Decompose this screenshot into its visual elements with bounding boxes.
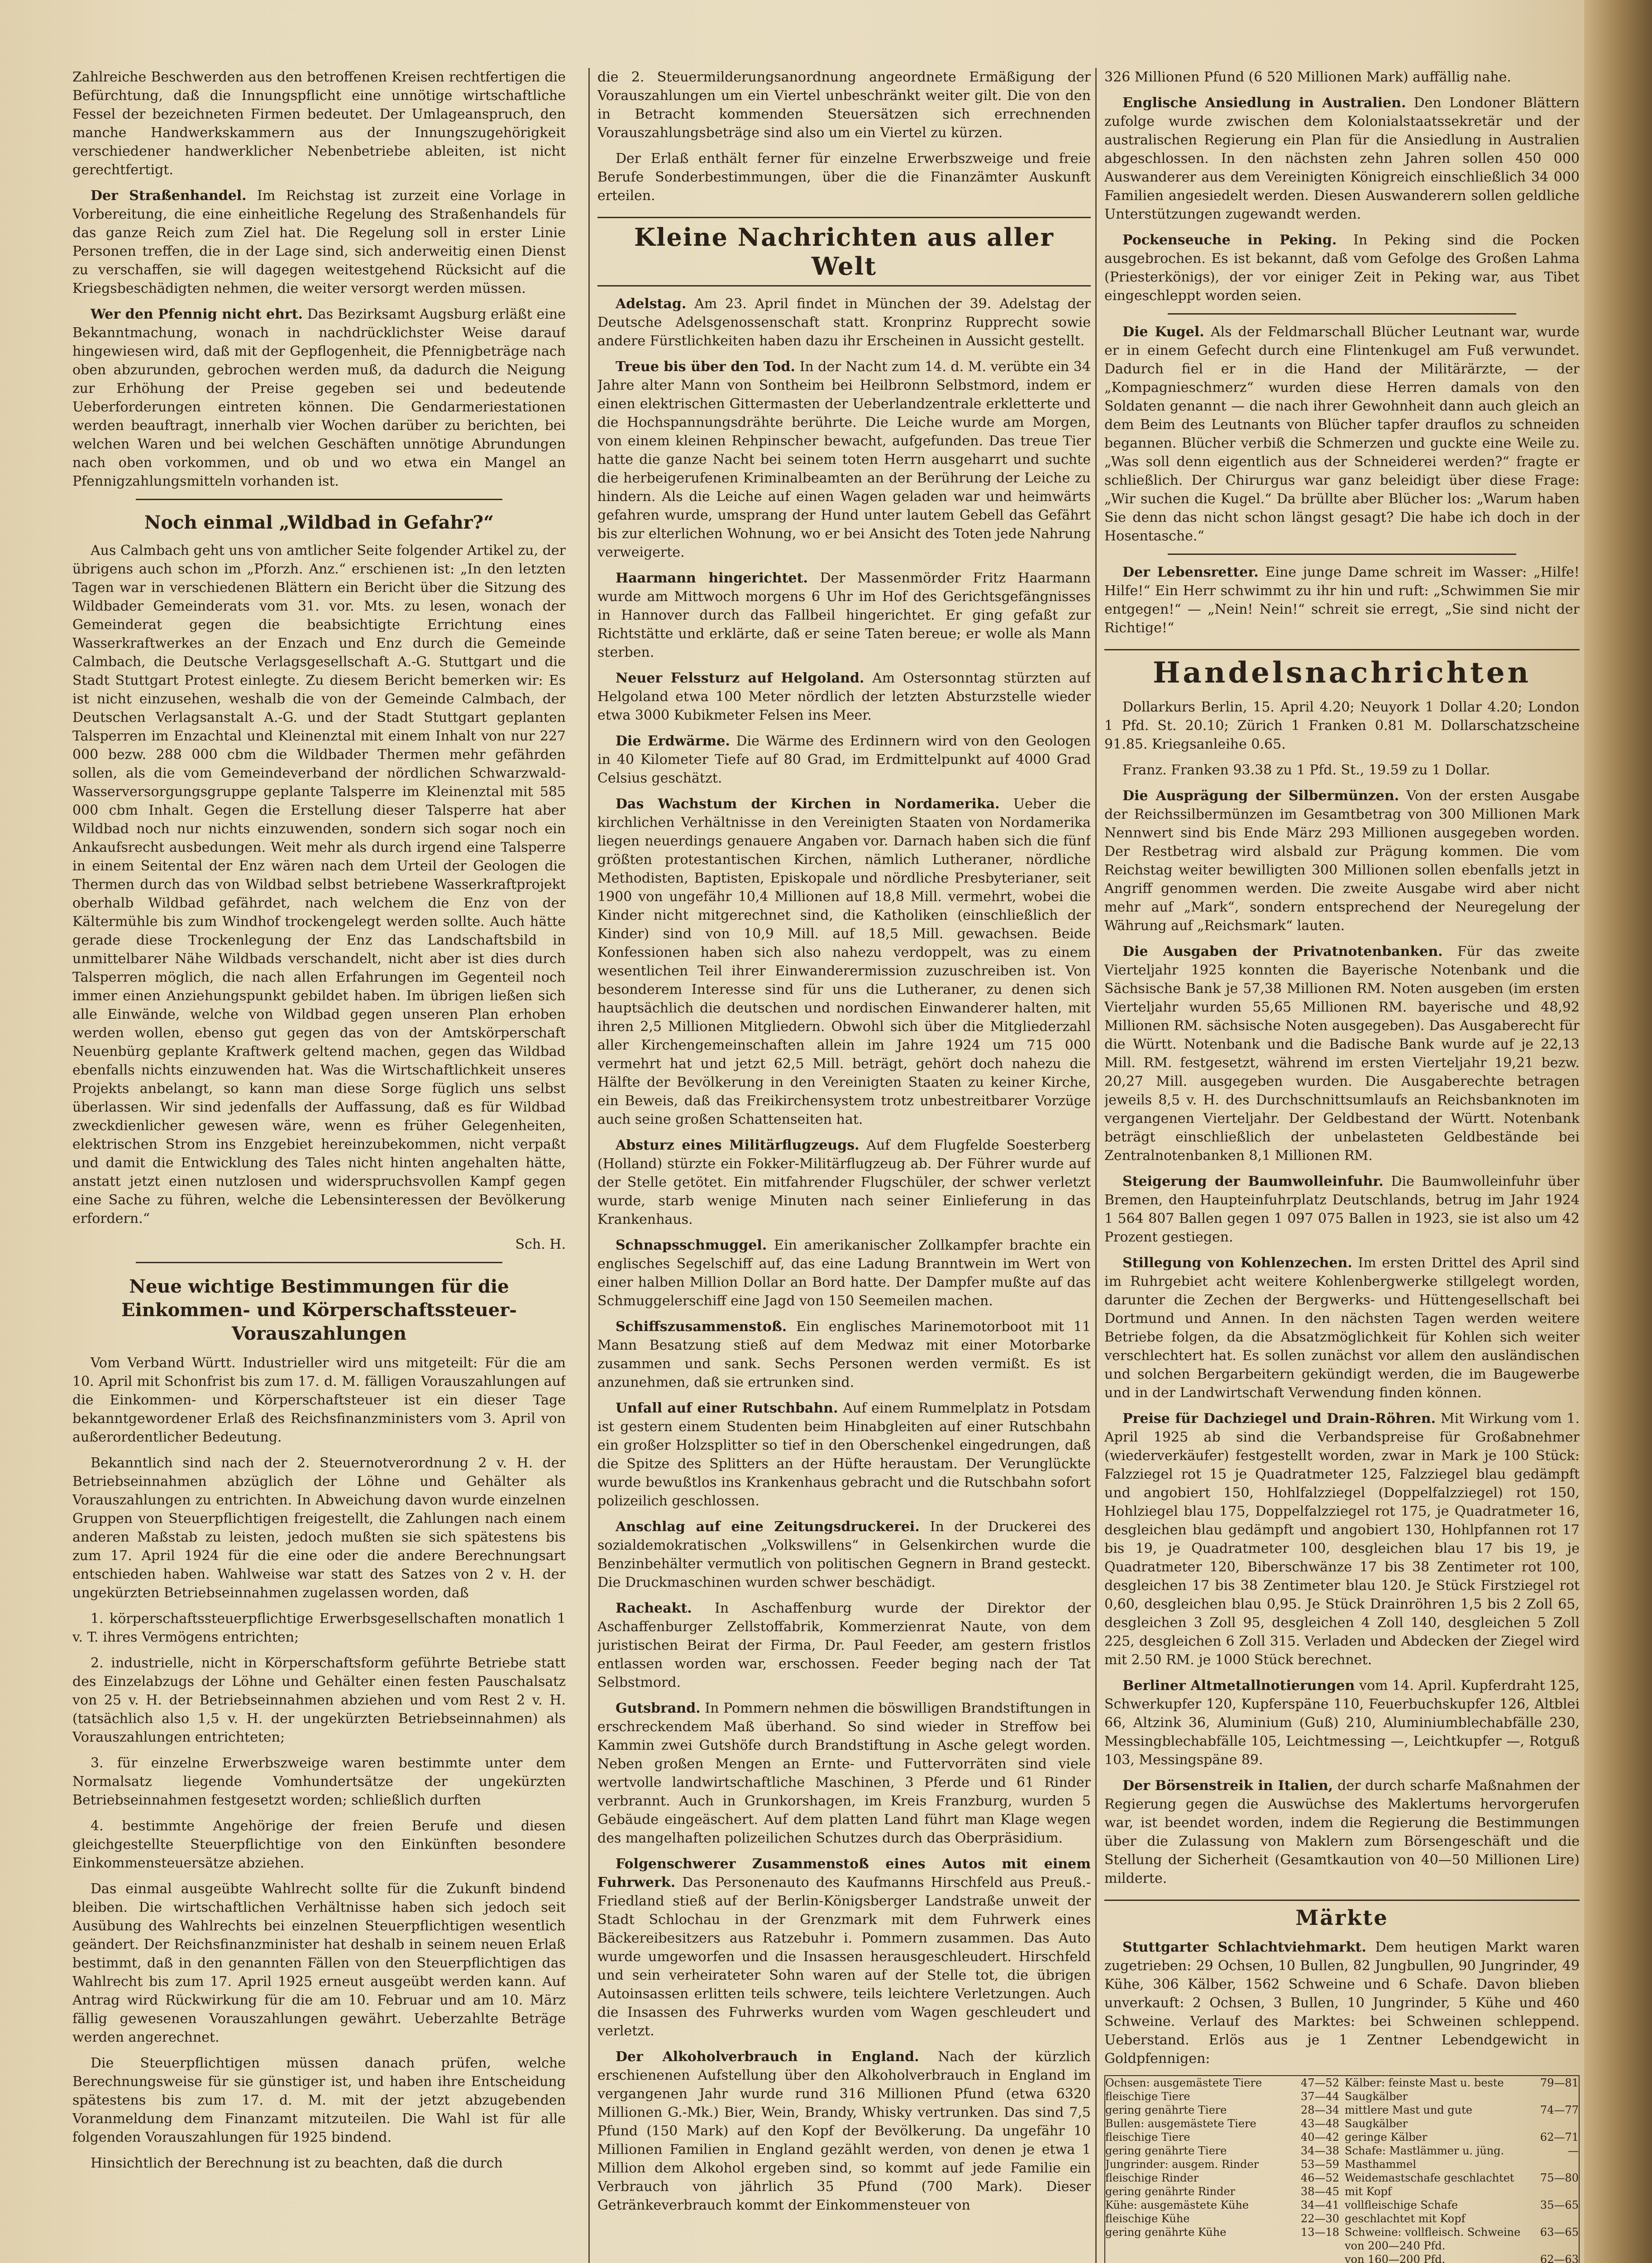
section-heading: Märkte <box>1104 1900 1580 1930</box>
news-item: Gutsbrand. In Pommern nehmen die böswilligen Brandstiftungen in erschreckendem Maß überhand. So sind wieder in Streffow bei Kammin zwei Gutshöfe durch Brandstiftung in Asche gelegt worden. Neben großen Mengen an Ernte- und Futtervorräten sind viele wertvolle landwirtschaftliche Maschinen, 3 Pferde und 61 Rinder verbrannt. Auch in Grunkorshagen, im Kreis Franzburg, wurden 5 Gebäude eingeäschert. Auf dem platten Land führt man Klage wegen des mangelhaften polizeilichen Schutzes durch das Oberpräsidium. <box>597 1700 1091 1846</box>
news-item: Unfall auf einer Rutschbahn. Auf einem Rummelplatz in Potsdam ist gestern einem Studenten beim Hinabgleiten auf einer Rutschbahn ein großer Holzsplitter so tief in den Oberschenkel eingedrungen, daß die Spitze des Splitters an der Hüfte heraustam. Der Verunglückte wurde bewußtlos ins Krankenhaus gebracht und die Rutschbahn sofort polizeilich geschlossen. <box>597 1400 1091 1509</box>
article-text: 4. bestimmte Angehörige der freien Berufe und diesen gleichgestellte Steuerpflichtige von den Einkünften besondere Einkommensteuersätze abziehen. <box>72 1818 566 1871</box>
article-title: Der Börsenstreik in Italien, <box>1122 1778 1333 1794</box>
article-title: Absturz eines Militärflugzeugs. <box>616 1137 859 1153</box>
news-item: Haarmann hingerichtet. Der Massenmörder Fritz Haarmann wurde am Mittwoch morgens 6 Uhr im Hof des Gerichtsgefängnisses in Hannover durch das Fallbeil hingerichtet. Er ging gefaßt zur Richtstätte und erklärte, daß er seine Taten bereue; er wolle als Mann sterben. <box>597 570 1091 660</box>
column-rule <box>1095 68 1097 2263</box>
table-row: Bullen: ausgemästete Tiere 43—48 <box>1105 2117 1339 2130</box>
article-title: Stillegung von Kohlenzechen. <box>1122 1255 1352 1271</box>
article-title: Folgenschwerer Zusammenstoß eines Autos mit einem Fuhrwerk. <box>597 1856 1091 1891</box>
article-title: Englische Ansiedlung in Australien. <box>1122 95 1406 111</box>
article-title: Pockenseuche in Peking. <box>1122 232 1337 248</box>
section-heading: Handelsnachrichten <box>1104 649 1580 690</box>
article-title: Der Straßenhandel. <box>91 188 247 204</box>
article-text: die 2. Steuermilderungsanordnung angeordnete Ermäßigung der Vorauszahlungen um ein Viertel unbeschränkt weiter gilt. Die von den in Betracht kommenden Steuersätzen sich errechnenden Vorauszahlungsbeträge sind also um ein Viertel zu kürzen. <box>597 69 1091 141</box>
news-item: Berliner Altmetallnotierungen vom 14. April. Kupferdraht 125, Schwerkupfer 120, Kupferspäne 110, Feuerbuchskupfer 126, Altblei 66, Altzink 36, Aluminium (Guß) 210, Aluminiumblechabfälle 230, Messingblechabfälle 105, Leichtmessing —, Leichtkupfer —, Rotguß 103, Messingspäne 89. <box>1104 1678 1580 1768</box>
article-title: Racheakt. <box>616 1600 692 1616</box>
book-binding-edge <box>1584 0 1652 2263</box>
table-row: gering genährte Kühe 13—18 <box>1105 2226 1339 2239</box>
news-item: Dollarkurs Berlin, 15. April 4.20; Neuyork 1 Dollar 4.20; London 1 Pfd. St. 20.10; Zürich 1 Franken 0.81 M. Dollarschatzscheine 91.85. Kriegsanleihe 0.65. <box>1104 699 1580 752</box>
article-text: Wer den Pfennig nicht ehrt. Das Bezirksamt Augsburg erläßt eine Bekanntmachung, wonach in nachdrücklichster Weise darauf hingewiesen wird, daß mit der Gepflogenheit, die Pfennigbeträge nach oben abzurunden, gebrochen werden muß, da dadurch die Neigung zur Erhöhung der Preise gegeben sei und bedeutende Ueberforderungen eintreten können. Die Gendarmeriestationen werden beauftragt, innerhalb vier Wochen darüber zu berichten, bei welchen Waren und bei welchen Geschäften unnötige Abrundungen nach oben vorkommen, und ob und wo etwa ein Mangel an Pfennigzahlungsmitteln vorhanden ist. <box>72 306 566 489</box>
article-title: Die Kugel. <box>1122 324 1204 340</box>
article-title: Treue bis über den Tod. <box>616 359 795 375</box>
table-row: Ochsen: ausgemästete Tiere 47—52 <box>1105 2077 1339 2089</box>
news-item: Der Börsenstreik in Italien, der durch scharfe Maßnahmen der Regierung gegen die Auswüchse des Maklertums hervorgerufen war, ist beendet worden, indem die Regierung die Bestimmungen über die Zulassung von Maklern zum Börsengeschäft und die Stellung der Sicherheit (Gesamtkaution von 40—50 Millionen Lire) milderte. <box>1104 1778 1580 1886</box>
article-title: Berliner Altmetallnotierungen <box>1122 1678 1355 1694</box>
separator <box>136 1262 502 1263</box>
article-title: Der Lebensretter. <box>1122 564 1259 580</box>
table-row: gering genährte Rinder 38—45 <box>1105 2185 1339 2198</box>
article-title: Adelstag. <box>616 296 687 312</box>
table-row: gering genährte Tiere 34—38 <box>1105 2144 1339 2157</box>
article-title: Anschlag auf eine Zeitungsdruckerei. <box>616 1519 920 1535</box>
article-text: Aus Calmbach geht uns von amtlicher Seite folgender Artikel zu, der übrigens auch schon im „Pforzh. Anz.“ erschienen ist: „In den letzten Tagen war in verschiedenen Blättern ein Bericht über die Sitzung des Wildbader Gemeinderats vom 31. vor. Mts. zu lesen, wonach der Gemeinderat gegen die beabsichtigte Errichtung eines Wasserkraftwerkes an der Enzach und Enz durch die Gemeinde Calmbach, die Deutsche Verlagsgesellschaft A.-G. Stuttgart und die Stadt Stuttgart Protest einlegte. Zu diesem Bericht bemerken wir: Es ist nicht einzusehen, weshalb die von der Gemeinde Calmbach, der Deutschen Verlagsanstalt A.-G. und der Stadt Stuttgart geplanten Talsperren im Enzachtal und Kleinenztal mit einem Inhalt von nur 227 000 bezw. 288 000 cbm die Wildbader Thermen mehr gefährden sollen, als die vom Gemeindeverband der nördlichen Schwarzwald-Wasserversorgungsgruppe geplante Talsperre im Kleinenztal mit 585 000 cbm Inhalt. Gegen die Erstellung dieser Talsperre hat aber Wildbad noch nur nichts einzuwenden, sondern sich sogar noch ein Ankaufsrecht ausbedungen. Weit mehr als durch irgend eine Talsperre in einem Seitental der Enz wären nach dem Urteil der Geologen die Thermen durch das von Wildbad selbst betriebene Wasserkraftprojekt oberhalb Wildbad gefährdet, nach welchem die Enz von der Kältermühle bis zum Windhof trockengelegt werden sollte. Auch hätte gerade diese Trockenlegung der Enz das Landschaftsbild in unmittelbarer Nähe Wildbads verschandelt, nicht aber ist dies durch Talsperren möglich, die nach allen Erfahrungen im Gegenteil noch immer einen Anziehungspunkt gebildet haben. Im übrigen ließen sich alle Einwände, welche von Wildbad gegen unseren Plan erhoben werden wollen, ebenso gut gegen das von der Amtskörperschaft Neuenbürg geplante Kraftwerk geltend machen, gegen das Wildbad ebenfalls nichts einzuwenden hat. Was die Wirtschaftlichkeit unseres Projekts anbelangt, so kann man diese Sorge füglich uns selbst überlassen. Wir sind jedenfalls der Auffassung, daß es für Wildbad zweckdienlicher gewesen wäre, wenn es früher Gelegenheiten, elektrischen Strom ins Enzgebiet hereinzubekommen, nicht verpaßt und damit die Entwicklung des Tales nicht hinten angehalten hätte, anstatt jetzt einen nutzlosen und widerspruchsvollen Kampf gegen eine Sache zu führen, welche die Lebensinteressen der Bevölkerung erfordern.“ <box>72 543 566 1227</box>
signature: Sch. H. <box>515 1237 566 1252</box>
news-item: Adelstag. Am 23. April findet in München der 39. Adelstag der Deutsche Adelsgenossenschaft statt. Kronprinz Rupprecht sowie andere Fürstlichkeiten haben dazu ihr Erscheinen in Aussicht gestellt. <box>597 296 1091 349</box>
column-3 <box>1104 68 1580 2263</box>
article-title: Die Ausprägung der Silbermünzen. <box>1122 788 1399 804</box>
section-heading: Neue wichtige Bestimmungen für die Einkommen- und Körperschaftssteuer-Vorauszahlungen <box>121 1276 517 1344</box>
news-item: Anschlag auf eine Zeitungsdruckerei. In der Druckerei des sozialdemokratischen „Volkswillens“ in Gelsenkirchen wurde die Benzinbehälter vermutlich von politischen Gegnern in Brand gesteckt. Die Druckmaschinen wurden schwer beschädigt. <box>597 1519 1091 1590</box>
article-title: Preise für Dachziegel und Drain-Röhren. <box>1122 1411 1436 1427</box>
news-item: Absturz eines Militärflugzeugs. Auf dem Flugfelde Soesterberg (Holland) stürzte ein Fokker-Militärflugzeug ab. Der Führer wurde auf der Stelle getötet. Ein mitfahrender Flugschüler, der schwer verletzt wurde, starb wenige Minuten nach seiner Einlieferung in das Krankenhaus. <box>597 1137 1091 1227</box>
news-item: Schiffszusammenstoß. Ein englisches Marinemotorboot mit 11 Mann Besatzung stieß auf dem Medwaz mit einer Motorbarke zusammen und sank. Sechs Personen werden vermißt. Es ist anzunehmen, daß sie ertrunken sind. <box>597 1319 1091 1390</box>
article-title: Neuer Felssturz auf Helgoland. <box>616 670 864 686</box>
article-text: Das einmal ausgeübte Wahlrecht sollte für die Zukunft bindend bleiben. Die wirtschaftlichen Verhältnisse haben sich jedoch seit Ausübung des Wahlrechts bei einzelnen Steuerpflichtigen wesentlich geändert. Der Reichsfinanzminister hat deshalb in seinem neuen Erlaß bestimmt, daß in den genannten Fällen von den Steuerpflichtigen das Wahlrecht bis zum 17. April 1925 erneut ausgeübt werden kann. Auf Antrag wird Rückwirkung für die am 10. Februar und am 10. März fällig gewesenen Vorauszahlungen gewährt. Ueberzahlte Beträge werden angerechnet. <box>72 1881 566 2045</box>
article-title: Haarmann hingerichtet. <box>616 570 808 586</box>
article-text: Der Erlaß enthält ferner für einzelne Erwerbszweige und freie Berufe Sonderbestimmungen, über die die Finanzämter Auskunft erteilen. <box>597 151 1091 204</box>
article-title: Schnapsschmuggel. <box>616 1237 767 1253</box>
news-item: Pockenseuche in Peking. In Peking sind die Pocken ausgebrochen. Es ist bekannt, daß vom Gefolge des Großen Lahma (Priesterkönigs), der vor einiger Zeit in Peking war, aus Tibet eingeschleppt worden seien. <box>1104 232 1580 304</box>
separator <box>136 499 502 500</box>
separator <box>1168 313 1516 315</box>
article-title: Die Erdwärme. <box>616 733 730 749</box>
news-item: Franz. Franken 93.38 zu 1 Pfd. St., 19.59 zu 1 Dollar. <box>1122 762 1490 778</box>
table-row: Kühe: ausgemästete Kühe 34—41 <box>1105 2199 1339 2211</box>
table-row: fleischige Tiere 40—42 <box>1105 2131 1339 2144</box>
article-title: Schiffszusammenstoß. <box>616 1319 787 1335</box>
table-row: fleischige Tiere 37—44 <box>1105 2090 1339 2103</box>
article-text: 3. für einzelne Erwerbszweige waren bestimmte unter dem Normalsatz liegende Vomhundertsätze der ungekürzten Betriebseinnahmen festgesetzt worden; schließlich durften <box>72 1755 566 1808</box>
price-table <box>1104 2075 1580 2263</box>
separator <box>1168 554 1516 555</box>
article-text: Der Straßenhandel. Im Reichstag ist zurzeit eine Vorlage in Vorbereitung, die eine einheitliche Regelung des Straßenhandels für das ganze Reich zum Ziel hat. Die Regelung soll in erster Linie Personen treffen, die in der Lage sind, sich anderweitig einen Dienst zu verschaffen, sie will dagegen weitestgehend Rücksicht auf die Kriegsbeschädigten nehmen, die weiter versorgt werden müssen. <box>72 188 566 296</box>
section-heading: Noch einmal „Wildbad in Gefahr?“ <box>144 512 494 533</box>
news-item: Treue bis über den Tod. In der Nacht zum 14. d. M. verübte ein 34 Jahre alter Mann von Sontheim bei Heilbronn Selbstmord, indem er einen elektrischen Gittermasten der Ueberlandzentrale erkletterte und die Hochspannungsdrähte berührte. Die Leiche wurde am Morgen, von einem kleinen Rehpinscher bewacht, aufgefunden. Das treue Tier hatte die ganze Nacht bei seinem toten Herrn ausgeharrt und suchte die herbeigerufenen Kriminalbeamten an der Berührung der Leiche zu hindern. Als die Leiche auf einen Wagen geladen war und heimwärts gefahren wurde, umsprang der Hund unter lautem Gebell das Gefährt bis zur elterlichen Wohnung, wo er bei Ansicht des Toten jede Nahrung verweigerte. <box>597 359 1091 560</box>
table-row: Schafe: Mastlämmer u. jüng. Masthammel — <box>1345 2144 1579 2171</box>
column-2 <box>597 68 1091 2263</box>
column-rule <box>588 68 590 2263</box>
article-title: Gutsbrand. <box>616 1700 701 1716</box>
table-row: vollfleischige Schafe geschlachtet mit Kopf 35—65 <box>1345 2199 1579 2225</box>
news-item: Das Wachstum der Kirchen in Nordamerika. Ueber die kirchlichen Verhältnisse in den Vereinigten Staaten von Nordamerika liegen neuerdings genauere Angaben vor. Darnach haben sich die fünf größten protestantischen Kirchen, nämlich Lutheraner, nördliche Methodisten, Baptisten, Episkopale und nördliche Presbyterianer, seit 1900 von ungefähr 10,4 Millionen auf 18,8 Mill. vermehrt, wobei die Kinder nicht mitgerechnet sind, die Katholiken (einschließlich der Kinder) sind von 10,9 Mill. auf 18,5 Mill. gewachsen. Beide Konfessionen haben sich also nahezu verdoppelt, was zu einem wesentlichen Teil ihrer Einwanderermission zuzuschreiben ist. Von besonderem Interesse sind für uns die Lutheraner, zu denen sich hauptsächlich die deutschen und nordischen Einwanderer halten, mit ihren 2,5 Millionen Mitgliedern. Obwohl sich über die Mitgliederzahl aller Kirchengemeinschaften allein im Jahre 1924 um 715 000 vermehrt hat und jetzt 62,5 Mill. beträgt, gehört doch nahezu die Hälfte der Bevölkerung in den Vereinigten Staaten zu keiner Kirche, ein Beweis, daß das Freikirchensystem trotz unbestreitbarer Vorzüge auch seine großen Schattenseiten hat. <box>597 796 1091 1127</box>
news-item: Stillegung von Kohlenzechen. Im ersten Drittel des April sind im Ruhrgebiet acht weitere Kohlenbergwerke stillgelegt worden, darunter die Zechen der Bergwerks- und Hüttengesellschaft bei Dortmund und Annen. In den nächsten Tagen werden weitere Betriebe folgen, da die Absatzmöglichkeit für Kohlen sich weiter verschlechtert hat. Es sollen zunächst vor allem den ausländischen und solchen Bergarbeitern gekündigt werden, die im Baugewerbe und in der Landwirtschaft Verwendung finden können. <box>1104 1255 1580 1401</box>
article-text: Hinsichtlich der Berechnung ist zu beachten, daß die durch <box>91 2155 503 2171</box>
news-item: Englische Ansiedlung in Australien. Den Londoner Blättern zufolge wurde zwischen dem Kolonialstaatssekretär und der australischen Regierung ein Plan für die Ansiedlung in Australien abgeschlossen. In den nächsten zehn Jahren sollen 450 000 Auswanderer aus dem Vereinigten Königreich einschließlich 34 000 Familien angesiedelt werden. Diesen Auswanderern sollen geldliche Unterstützungen zugewandt werden. <box>1104 95 1580 222</box>
news-item: Steigerung der Baumwolleinfuhr. Die Baumwolleinfuhr über Bremen, den Haupteinfuhrplatz Deutschlands, betrug im Jahr 1924 1 564 807 Ballen gegen 1 097 075 Ballen in 1923, sie ist also um 42 Prozent gestiegen. <box>1104 1174 1580 1245</box>
article-text: 1. körperschaftssteuerpflichtige Erwerbsgesellschaften monatlich 1 v. T. ihres Vermögens entrichten; <box>72 1611 566 1645</box>
table-row: Jungrinder: ausgem. Rinder 53—59 <box>1105 2158 1339 2171</box>
column-1 <box>72 68 566 2263</box>
section-heading: Kleine Nachrichten aus aller Welt <box>597 217 1091 286</box>
article-title: Unfall auf einer Rutschbahn. <box>616 1400 838 1416</box>
news-item: Die Kugel. Als der Feldmarschall Blücher Leutnant war, wurde er in einem Gefecht durch eine Flintenkugel am Fuß verwundet. Dadurch fiel er in die Hand der Militärärzte, — der „Kompagnieschmerz“ wurden diese Herren damals von den Soldaten genannt — die nach ihrer Gewohnheit dann auch gleich an dem Beim des Leutnants von Blücher tapfer drauflos zu schneiden begannen. Blücher verbiß die Schmerzen und guckte eine Weile zu. „Was soll denn eigentlich aus der Schneiderei werden?“ fragte er schließlich. Der Chirurgus war ganz beleidigt über diese Frage: „Wir suchen die Kugel.“ Da brüllte aber Blücher los: „Warum haben Sie denn das nicht schon längst gesagt? Die habe ich doch in der Hosentasche.“ <box>1104 324 1580 544</box>
table-row: mittlere Mast und gute Saugkälber 74—77 <box>1345 2104 1579 2130</box>
article-text: Zahlreiche Beschwerden aus den betroffenen Kreisen rechtfertigen die Befürchtung, daß die Innungspflicht eine unnötige wirtschaftliche Fessel der bezeichneten Firmen bedeutet. Der Umlageanspruch, den manche Handwerkskammern aus der Innungszugehörigkeit verschiedener handwerklicher Nebenbetriebe ableiten, ist nicht gerechtfertigt. <box>72 69 566 178</box>
price-table-left <box>1105 2076 1339 2263</box>
news-item: Die Ausprägung der Silbermünzen. Von der ersten Ausgabe der Reichssilbermünzen im Gesamtbetrag von 300 Millionen Mark Nennwert sind bis Ende März 293 Millionen ausgegeben worden. Der Restbetrag wird alsbald zur Prägung kommen. Die vom Reichstag weiter bewilligten 300 Millionen sollen ebenfalls jetzt in Angriff genommen werden. Die zweite Ausgabe wird aber nicht mehr auf „Mark“, sondern entsprechend der Neuregelung der Währung auf „Reichsmark“ lauten. <box>1104 788 1580 934</box>
article-text: 2. industrielle, nicht in Körperschaftsform geführte Betriebe statt des Einzelabzugs der Löhne und Gehälter einen festen Pauschalsatz von 25 v. H. der Betriebseinnahmen abziehen und vom Rest 2 v. H. (tatsächlich also 1,5 v. H. der ungekürzten Betriebseinnahmen) als Vorauszahlungen entrichteten; <box>72 1655 566 1745</box>
article-title: Der Alkoholverbrauch in England. <box>616 2049 919 2065</box>
article-title: Steigerung der Baumwolleinfuhr. <box>1122 1174 1384 1189</box>
price-table-right <box>1345 2076 1579 2263</box>
article-text: Bekanntlich sind nach der 2. Steuernotverordnung 2 v. H. der Betriebseinnahmen abzüglich der Löhne und Gehälter als Vorauszahlungen zu entrichten. In Abweichung davon wurde einzelnen Gruppen von Steuerpflichtigen freigestellt, die Zahlungen nach einem anderen Maßstab zu leisten, jedoch mußten sie sich spätestens bis zum 17. April 1924 für die eine oder die andere Berechnungsart entschieden haben. Wahlweise war statt des Satzes von 2 v. H. der ungekürzten Betriebseinnahmen zugelassen worden, daß <box>72 1455 566 1601</box>
news-item: Der Alkoholverbrauch in England. Nach der kürzlich erschienenen Aufstellung über den Alkoholverbrauch in England im vergangenen Jahr wurde rund 316 Millionen Pfund (etwa 6320 Millionen G.-Mk.) Bier, Wein, Brandy, Whisky vertrunken. Das sind 7,5 Pfund (150 Mark) auf den Kopf der Bevölkerung. Da ungefähr 10 Millionen Familien in England gezählt werden, von denen je etwa 1 Million dem Alkohol ergeben sind, so kommt auf jede Familie ein Verbrauch von jährlich 35 Pfund (700 Mark). Dieser Getränkeverbrauch kommt der Einkommensteuer von <box>597 2049 1091 2213</box>
news-item: Preise für Dachziegel und Drain-Röhren. Mit Wirkung vom 1. April 1925 ab sind die Verbandspreise für Großabnehmer (wiederverkäufer) festgestellt worden, zwar in Mark je 100 Stück: Falzziegel rot 15 je Quadratmeter 125, Falzziegel blau gedämpft und angobiert 150, Hohlfalzziegel (Doppelfalzziegel) rot 150, Hohlziegel blau 175, Doppelfalzziegel rot 175, je Quadratmeter 16, desgleichen blau gedämpft und angobiert 130, Hohlpfannen rot 17 bis 19, je Quadratmeter 100, desgleichen blau 17 bis 19, je Quadratmeter 120, Biberschwänze 17 bis 38 Zentimeter rot 100, desgleichen 17 bis 38 Zentimeter blau 120. Je Stück Firstziegel rot 0,60, desgleichen blau 0,95. Je Stück Drainröhren 1,5 bis 2 Zoll 65, desgleichen 3 Zoll 95, desgleichen 4 Zoll 140, desgleichen 5 Zoll 225, desgleichen 6 Zoll 315. Verladen und Abdecken der Ziegel wird mit 2.50 RM. je 1000 Stück berechnet. <box>1104 1411 1580 1668</box>
article-text: 326 Millionen Pfund (6 520 Millionen Mark) auffällig nahe. <box>1104 69 1511 85</box>
news-item: Neuer Felssturz auf Helgoland. Am Ostersonntag stürzten auf Helgoland etwa 100 Meter nördlich der letzten Absturzstelle wieder etwa 3000 Kubikmeter Felsen ins Meer. <box>597 670 1091 723</box>
article-title: Wer den Pfennig nicht ehrt. <box>91 306 303 322</box>
table-row: gering genährte Tiere 28—34 <box>1105 2104 1339 2116</box>
article-text: Vom Verband Württ. Industrieller wird uns mitgeteilt: Für die am 10. April mit Schonfrist bis zum 17. d. M. fälligen Vorauszahlungen auf die Einkommen- und Körperschaftsteuer ist ein dieser Tage bekanntgewordener Erlaß des Reichsfinanzministers vom 3. April von außerordentlicher Bedeutung. <box>72 1355 566 1445</box>
table-row: von 160—200 Pfd. 62—63 <box>1345 2253 1579 2263</box>
table-row: fleischige Rinder 46—52 <box>1105 2172 1339 2184</box>
table-row: Schweine: vollfleisch. Schweine von 200—240 Pfd. 63—65 <box>1345 2226 1579 2252</box>
news-item: Stuttgarter Schlachtviehmarkt. Dem heutigen Markt waren zugetrieben: 29 Ochsen, 10 Bullen, 82 Jungbullen, 90 Jungrinder, 49 Kühe, 306 Kälber, 1562 Schweine und 6 Schafe. Davon blieben unverkauft: 2 Ochsen, 3 Bullen, 10 Jungrinder, 5 Kühe und 460 Schweine. Verlauf des Marktes: bei Schweinen schleppend. Ueberstand. Erlös aus je 1 Zentner Lebendgewicht in Goldpfennigen: <box>1104 1939 1580 2067</box>
table-row: Weidemastschafe geschlachtet mit Kopf 75—80 <box>1345 2172 1579 2198</box>
news-item: Die Erdwärme. Die Wärme des Erdinnern wird von den Geologen in 40 Kilometer Tiefe auf 80 Grad, im Erdmittelpunkt auf 4000 Grad Celsius geschätzt. <box>597 733 1091 786</box>
article-text: Die Steuerpflichtigen müssen danach prüfen, welche Berechnungsweise für sie günstiger ist, und haben ihre Entscheidung spätestens bis zum 17. d. M. mit der jetzt abzugebenden Voranmeldung dem Finanzamt mitzuteilen. Die Wahl ist für alle folgenden Vorauszahlungen für 1925 bindend. <box>72 2055 566 2145</box>
news-item: Racheakt. In Aschaffenburg wurde der Direktor der Aschaffenburger Zellstoffabrik, Kommerzienrat Naute, von dem juristischen Beirat der Firma, Dr. Paul Feeder, am gestern fristlos entlassen worden war, erschossen. Feeder beging nach der Tat Selbstmord. <box>597 1600 1091 1690</box>
article-title: Das Wachstum der Kirchen in Nordamerika. <box>616 796 1000 812</box>
table-row: fleischige Kühe 22—30 <box>1105 2212 1339 2225</box>
news-item: Folgenschwerer Zusammenstoß eines Autos mit einem Fuhrwerk. Das Personenauto des Kaufmanns Hirschfeld aus Preuß.-Friedland stieß auf der Berlin-Königsberger Landstraße unweit der Stadt Schlochau in der Grenzmark mit dem Fuhrwerk eines Bäckereibesitzers aus Ratzebuhr i. Pommern zusammen. Das Auto wurde umgeworfen und die Insassen herausgeschleudert. Hirschfeld und sein verheirateter Sohn waren auf der Stelle tot, die übrigen Autoinsassen erlitten teils schwere, teils leichtere Verletzungen. Auch die Insassen des Fuhrwerks wurden vom Wagen geschleudert und verletzt. <box>597 1856 1091 2039</box>
news-item: Schnapsschmuggel. Ein amerikanischer Zollkampfer brachte ein englisches Segelschiff auf, das eine Ladung Branntwein im Wert von einer halben Million Dollar an Bord hatte. Der Dampfer mußte auf das Schmuggelerschiff eine Jagd von 150 Seemeilen machen. <box>597 1237 1091 1309</box>
article-title: Die Ausgaben der Privatnotenbanken. <box>1122 944 1443 960</box>
news-item: Die Ausgaben der Privatnotenbanken. Für das zweite Vierteljahr 1925 konnten die Bayerische Notenbank und die Sächsische Bank je 57,38 Millionen RM. Noten ausgeben (im ersten Vierteljahr wurden 55,65 Millionen RM. bayerische und 48,92 Millionen RM. sächsische Noten ausgegeben). Das Ausgaberecht für die Württ. Notenbank und die Badische Bank wurde auf je 22,13 Mill. RM. festgesetzt, während im ersten Vierteljahr 19,21 bezw. 20,27 Mill. ausgegeben wurden. Die Ausgaberechte betragen jeweils 8,5 v. H. des Durchschnittsumlaufs an Reichsbanknoten im vergangenen Vierteljahr. Der Geldbestand der Württ. Notenbank beträgt einschließlich der unbelasteten Geldbestände bei Zentralnotenbanken 8,1 Millionen RM. <box>1104 944 1580 1164</box>
article-title: Stuttgarter Schlachtviehmarkt. <box>1122 1939 1366 1955</box>
table-row: geringe Kälber 62—71 <box>1345 2131 1579 2144</box>
news-item: Der Lebensretter. Eine junge Dame schreit im Wasser: „Hilfe! Hilfe!“ Ein Herr schwimmt zu ihr hin und ruft: „Schwimmen Sie mir entgegen!“ — „Nein! Nein!“ schreit sie erregt, „Sie sind nicht der Richtige!“ <box>1104 564 1580 636</box>
table-row: Kälber: feinste Mast u. beste Saugkälber 79—81 <box>1345 2077 1579 2103</box>
